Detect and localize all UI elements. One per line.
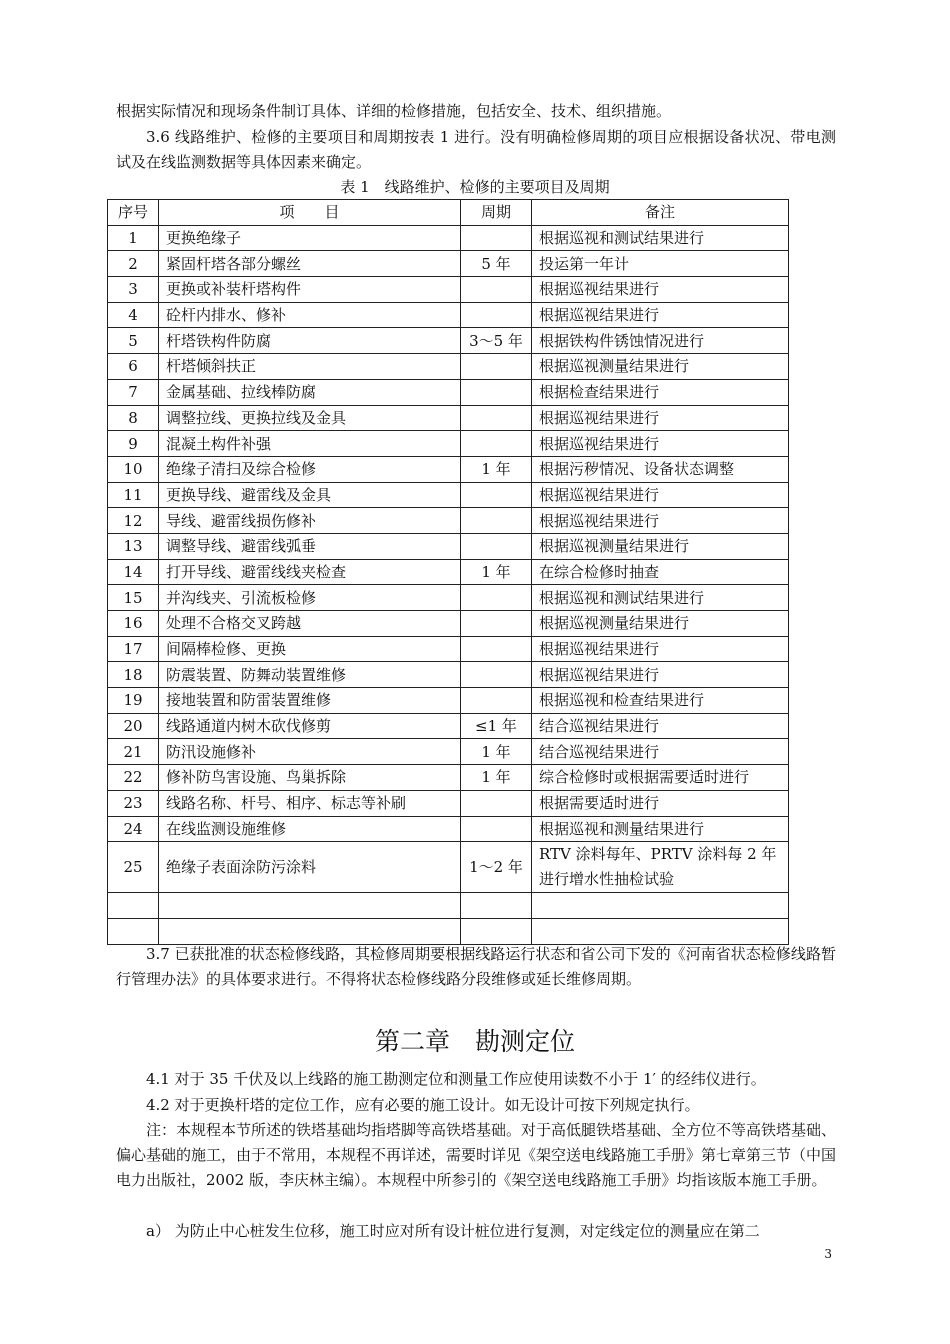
cell-period — [461, 431, 532, 457]
cell-index: 18 — [108, 662, 159, 688]
cell-item: 修补防鸟害设施、鸟巢拆除 — [159, 765, 461, 791]
cell-period — [461, 277, 532, 303]
cell-period — [461, 508, 532, 534]
cell-remark: 投运第一年计 — [532, 251, 789, 277]
header-period: 周期 — [461, 200, 532, 226]
maintenance-table — [107, 199, 789, 945]
table-row — [108, 225, 789, 251]
cell-remark: 综合检修时或根据需要适时进行 — [532, 765, 789, 791]
table-body — [108, 225, 789, 944]
cell-index: 24 — [108, 816, 159, 842]
cell-item — [159, 918, 461, 944]
cell-index: 15 — [108, 585, 159, 611]
cell-period: 1 年 — [461, 456, 532, 482]
cell-period — [461, 379, 532, 405]
cell-item: 在线监测设施维修 — [159, 816, 461, 842]
cell-item: 接地装置和防雷装置维修 — [159, 688, 461, 714]
cell-remark: 结合巡视结果进行 — [532, 713, 789, 739]
cell-remark: 根据巡视和测量结果进行 — [532, 816, 789, 842]
table-header-row — [108, 200, 789, 226]
cell-index: 19 — [108, 688, 159, 714]
cell-item: 杆塔铁构件防腐 — [159, 328, 461, 354]
chapter-title: 第二章 勘测定位 — [374, 1027, 575, 1056]
cell-index: 6 — [108, 354, 159, 380]
table-row — [108, 713, 789, 739]
paragraph-3-7: 3.7 已获批准的状态检修线路，其检修周期要根据线路运行状态和省公司下发的《河南省状态检修线路暂行管理办法》的具体要求进行。不得将状态检修线路分段维修或延长维修周期。 — [116, 945, 836, 988]
cell-index: 7 — [108, 379, 159, 405]
cell-period — [461, 790, 532, 816]
cell-item: 防震装置、防舞动装置维修 — [159, 662, 461, 688]
cell-index: 10 — [108, 456, 159, 482]
cell-period — [461, 302, 532, 328]
paragraph-4-2: 4.2 对于更换杆塔的定位工作，应有必要的施工设计。如无设计可按下列规定执行。 — [146, 1096, 700, 1114]
cell-item: 处理不合格交叉跨越 — [159, 611, 461, 637]
cell-remark — [532, 893, 789, 919]
cell-period: 5 年 — [461, 251, 532, 277]
table-row — [108, 842, 789, 893]
cell-item: 紧固杆塔各部分螺丝 — [159, 251, 461, 277]
table-row — [108, 688, 789, 714]
cell-remark: 根据铁构件锈蚀情况进行 — [532, 328, 789, 354]
cell-item: 混凝土构件补强 — [159, 431, 461, 457]
cell-remark: 根据巡视测量结果进行 — [532, 354, 789, 380]
cell-item: 导线、避雷线损伤修补 — [159, 508, 461, 534]
cell-index — [108, 893, 159, 919]
cell-remark: 根据巡视和测试结果进行 — [532, 585, 789, 611]
table-row — [108, 611, 789, 637]
table-row — [108, 559, 789, 585]
table-row — [108, 328, 789, 354]
cell-period — [461, 533, 532, 559]
table-row — [108, 918, 789, 944]
cell-remark: 在综合检修时抽查 — [532, 559, 789, 585]
cell-remark: 根据巡视结果进行 — [532, 302, 789, 328]
cell-item: 间隔棒检修、更换 — [159, 636, 461, 662]
table-row — [108, 456, 789, 482]
cell-remark: 根据巡视和检查结果进行 — [532, 688, 789, 714]
table-row — [108, 893, 789, 919]
table-row — [108, 585, 789, 611]
paragraph-note: 注：本规程本节所述的铁塔基础均指塔脚等高铁塔基础。对于高低腿铁塔基础、全方位不等高铁塔基础、偏心基础的施工，由于不常用，本规程不再详述，需要时详见《架空送电线路施工手册》第七章第三节（中国电力出版社，2002 版，李庆林主编）。本规程中所参引的《架空送电线路施工手册》均指该版本施工手册。 — [116, 1121, 837, 1189]
cell-remark: 根据巡视结果进行 — [532, 431, 789, 457]
cell-index: 3 — [108, 277, 159, 303]
cell-item: 砼杆内排水、修补 — [159, 302, 461, 328]
cell-period: 3～5 年 — [461, 328, 532, 354]
table-row — [108, 662, 789, 688]
cell-remark: 根据巡视结果进行 — [532, 277, 789, 303]
cell-period: 1～2 年 — [461, 842, 532, 893]
cell-period: 1 年 — [461, 765, 532, 791]
cell-index: 2 — [108, 251, 159, 277]
cell-period — [461, 405, 532, 431]
cell-period: ≤1 年 — [461, 713, 532, 739]
cell-item: 杆塔倾斜扶正 — [159, 354, 461, 380]
cell-index: 20 — [108, 713, 159, 739]
cell-remark: 根据巡视测量结果进行 — [532, 611, 789, 637]
cell-index: 5 — [108, 328, 159, 354]
cell-remark: 根据巡视结果进行 — [532, 482, 789, 508]
cell-remark: 根据污秽情况、设备状态调整 — [532, 456, 789, 482]
cell-remark — [532, 918, 789, 944]
paragraph-intro: 根据实际情况和现场条件制订具体、详细的检修措施，包括安全、技术、组织措施。 — [116, 102, 672, 120]
cell-period — [461, 918, 532, 944]
cell-period — [461, 354, 532, 380]
cell-item: 防汛设施修补 — [159, 739, 461, 765]
table-caption: 表 1 线路维护、检修的主要项目及周期 — [340, 178, 610, 196]
table-row — [108, 379, 789, 405]
cell-remark: 根据需要适时进行 — [532, 790, 789, 816]
header-index: 序号 — [108, 200, 159, 226]
cell-index: 23 — [108, 790, 159, 816]
cell-remark: 根据巡视结果进行 — [532, 508, 789, 534]
cell-item: 金属基础、拉线棒防腐 — [159, 379, 461, 405]
paragraph-4-1: 4.1 对于 35 千伏及以上线路的施工勘测定位和测量工作应使用读数不小于 1′ 的经纬仪进行。 — [146, 1070, 766, 1088]
cell-period — [461, 611, 532, 637]
table-row — [108, 636, 789, 662]
cell-period — [461, 636, 532, 662]
paragraph-item-a: a） 为防止中心桩发生位移，施工时应对所有设计桩位进行复测，对定线定位的测量应在第二 — [146, 1222, 760, 1240]
cell-index: 12 — [108, 508, 159, 534]
cell-item: 绝缘子清扫及综合检修 — [159, 456, 461, 482]
cell-index: 13 — [108, 533, 159, 559]
cell-remark: 根据检查结果进行 — [532, 379, 789, 405]
cell-index: 1 — [108, 225, 159, 251]
cell-item: 线路名称、杆号、相序、标志等补刷 — [159, 790, 461, 816]
cell-period — [461, 662, 532, 688]
cell-period — [461, 225, 532, 251]
cell-index: 14 — [108, 559, 159, 585]
paragraph-3-6: 3.6 线路维护、检修的主要项目和周期按表 1 进行。没有明确检修周期的项目应根据设备状况、带电测试及在线监测数据等具体因素来确定。 — [116, 128, 836, 171]
cell-item: 调整导线、避雷线弧垂 — [159, 533, 461, 559]
cell-index: 16 — [108, 611, 159, 637]
cell-remark: 根据巡视结果进行 — [532, 405, 789, 431]
header-remark: 备注 — [532, 200, 789, 226]
table-row — [108, 277, 789, 303]
table-row — [108, 790, 789, 816]
cell-index: 17 — [108, 636, 159, 662]
header-item: 项 目 — [159, 200, 461, 226]
table-row — [108, 739, 789, 765]
table-row — [108, 251, 789, 277]
cell-period — [461, 482, 532, 508]
table-row — [108, 816, 789, 842]
cell-item: 更换绝缘子 — [159, 225, 461, 251]
cell-period — [461, 816, 532, 842]
cell-index: 22 — [108, 765, 159, 791]
table-row — [108, 508, 789, 534]
cell-index: 4 — [108, 302, 159, 328]
cell-period: 1 年 — [461, 739, 532, 765]
table-row — [108, 354, 789, 380]
cell-remark: 根据巡视和测试结果进行 — [532, 225, 789, 251]
cell-index: 11 — [108, 482, 159, 508]
table-row — [108, 302, 789, 328]
table-row — [108, 533, 789, 559]
table-row — [108, 405, 789, 431]
cell-item: 更换或补装杆塔构件 — [159, 277, 461, 303]
cell-item — [159, 893, 461, 919]
cell-remark: 根据巡视测量结果进行 — [532, 533, 789, 559]
cell-index: 8 — [108, 405, 159, 431]
cell-remark: 根据巡视结果进行 — [532, 662, 789, 688]
cell-item: 绝缘子表面涂防污涂料 — [159, 842, 461, 893]
cell-period — [461, 893, 532, 919]
cell-item: 调整拉线、更换拉线及金具 — [159, 405, 461, 431]
page-number: 3 — [824, 1247, 832, 1261]
cell-period: 1 年 — [461, 559, 532, 585]
cell-index: 21 — [108, 739, 159, 765]
table-row — [108, 765, 789, 791]
cell-item: 并沟线夹、引流板检修 — [159, 585, 461, 611]
cell-remark: RTV 涂料每年、PRTV 涂料每 2 年进行增水性抽检试验 — [532, 842, 789, 893]
cell-remark: 根据巡视结果进行 — [532, 636, 789, 662]
cell-remark: 结合巡视结果进行 — [532, 739, 789, 765]
table-row — [108, 482, 789, 508]
cell-index: 25 — [108, 842, 159, 893]
cell-item: 打开导线、避雷线线夹检查 — [159, 559, 461, 585]
cell-period — [461, 688, 532, 714]
cell-period — [461, 585, 532, 611]
cell-item: 更换导线、避雷线及金具 — [159, 482, 461, 508]
cell-index: 9 — [108, 431, 159, 457]
cell-index — [108, 918, 159, 944]
cell-item: 线路通道内树木砍伐修剪 — [159, 713, 461, 739]
table-row — [108, 431, 789, 457]
